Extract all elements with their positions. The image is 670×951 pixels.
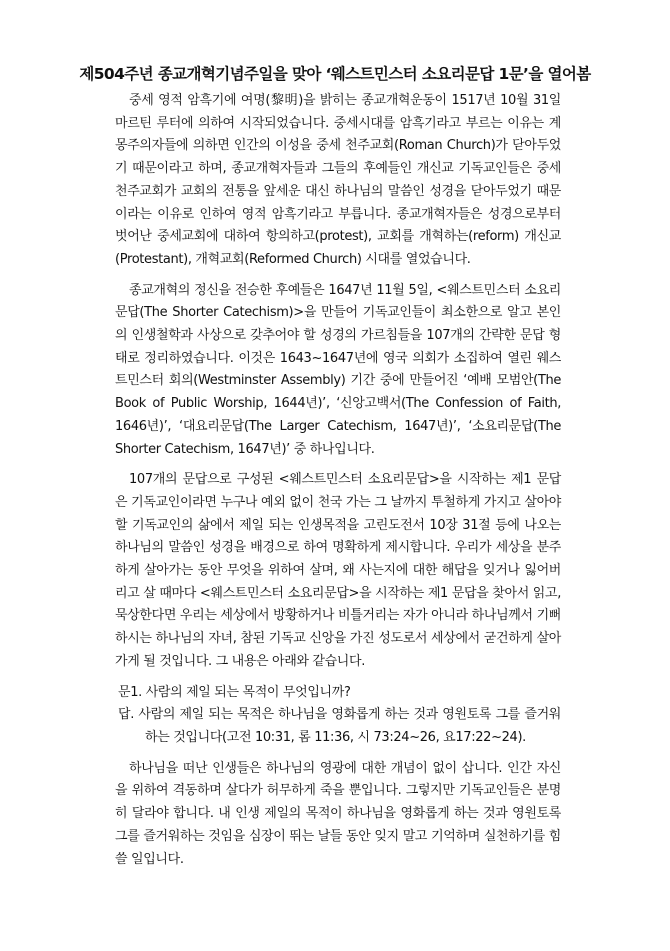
catechism-question: 문1. 사람의 제일 되는 목적이 무엇입니까? bbox=[118, 684, 351, 700]
paragraph-first-question: 107개의 문답으로 구성된 <웨스트민스터 소요리문답>을 시작하는 제1 문답은 기독교인이라면 누구나 예외 없이 천국 가는 그 날까지 투철하게 가지고 살아야 할 기독교인의 삶에서 제일 되는 인생목적을 고린도전서 10장 31절 등에 나오는 하나님의 말씀인 성경을 배경으로 하여 명확하게 제시합니다. 우리가 세상을 분주하게 살아가는 동안 무엇을 위하여 살며, 왜 사는지에 대한 해답을 잊거나 잃어버리고 살 때마다 <웨스트민스터 소요리문답>을 시작하는 제1 문답을 찾아서 읽고, 묵상한다면 우리는 세상에서 방황하거나 비틀거리는 자가 아니라 하나님께서 기뻐하시는 하나님의 자녀, 참된 기독교 신앙을 가진 성도로서 세상에서 굳건하게 살아가게 될 것입니다. 그 내용은 아래와 같습니다. bbox=[115, 472, 561, 669]
paragraph-catechism-history: 종교개혁의 정신을 전승한 후예들은 1647년 11월 5일, <웨스트민스터 소요리문답(The Shorter Catechism)>을 만들어 기독교인들이 최소한으로 알고 본인의 인생철학과 사상으로 갖추어야 할 성경의 가르침들을 107개의 간략한 문답 형태로 정리하였습니다. 이것은 1643~1647년에 영국 의회가 소집하여 열린 웨스트민스터 회의(Westminster Assembly) 기간 중에 만들어진 ‘예배 모범안(The Book of Public Worship, 1644년)’, ‘신앙고백서(The Confession of Faith, 1646년)’, ‘대요리문답(The Larger Catechism, 1647년)’, ‘소요리문답(The Shorter Catechism, 1647년)’ 중 하나입니다. bbox=[115, 282, 561, 457]
paragraph-closing: 하나님을 떠난 인생들은 하나님의 영광에 대한 개념이 없이 삽니다. 인간 자신을 위하여 격동하며 살다가 허무하게 죽을 뿐입니다. 그렇지만 기독교인들은 분명히 달라야 합니다. 내 인생 제일의 목적이 하나님을 영화롭게 하는 것과 영원토록 그를 즐거워하는 것임을 심장이 뛰는 날들 동안 잊지 말고 기억하며 실천하기를 힘쓸 일입니다. bbox=[115, 760, 561, 867]
document-body bbox=[115, 90, 561, 871]
document-title: 제504주년 종교개혁기념주일을 맞아 ‘웨스트민스터 소요리문답 1문’을 열어봄 bbox=[79, 65, 591, 83]
catechism-answer: 답. 사람의 제일 되는 목적은 하나님을 영화롭게 하는 것과 영원토록 그를 즐거워하는 것입니다(고전 10:31, 롬 11:36, 시 73:24~26, 요17:22~24). bbox=[118, 707, 561, 745]
paragraph-intro: 중세 영적 암흑기에 여명(黎明)을 밝히는 종교개혁운동이 1517년 10월 31일 마르틴 루터에 의하여 시작되었습니다. 중세시대를 암흑기라고 부르는 이유는 계몽주의자들에 의하면 인간의 이성을 중세 천주교회(Roman Church)가 닫아두었기 때문이라고 하며, 종교개혁자들과 그들의 후예들인 개신교 기독교인들은 중세 천주교회가 교회의 전통을 앞세운 대신 하나님의 말씀인 성경을 닫아두었기 때문이라는 이유로 인하여 영적 암흑기라고 부릅니다. 종교개혁자들은 성경으로부터 벗어난 중세교회에 대하여 항의하고(protest), 교회를 개혁하는(reform) 개신교(Protestant), 개혁교회(Reformed Church) 시대를 열었습니다. bbox=[115, 93, 561, 267]
catechism-qa bbox=[115, 682, 561, 750]
